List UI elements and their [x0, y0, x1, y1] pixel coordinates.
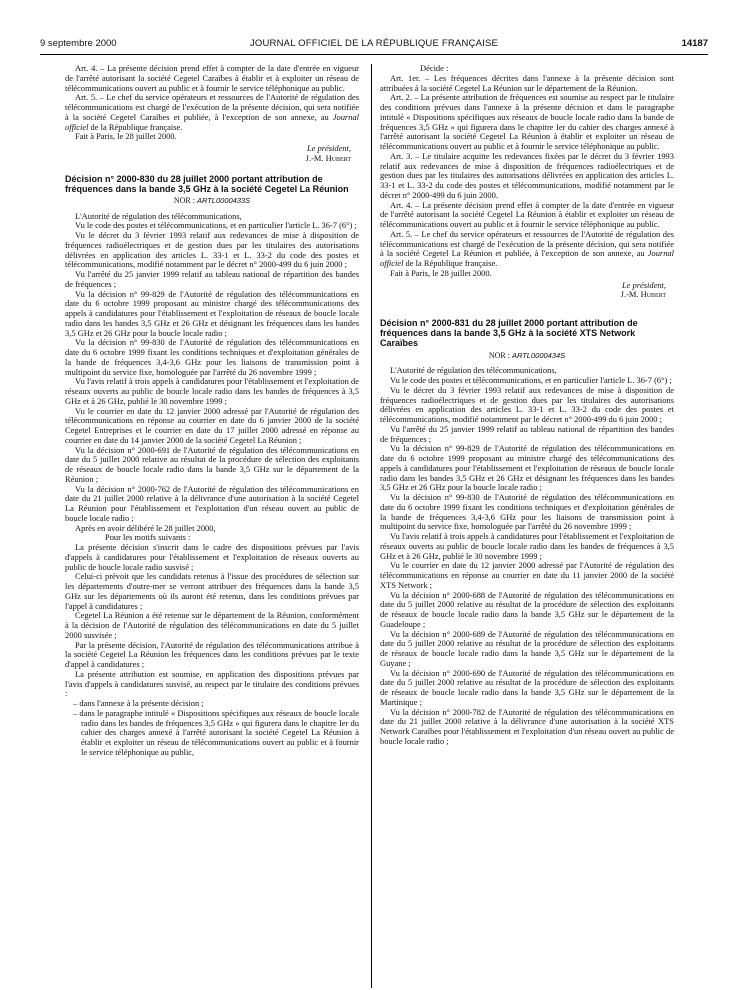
article-2-right: Art. 2. – La présente attribution de fréquences est soumise au respect par le titulaire des conditions prévues dans l'annexe à la présente décision et dans le paragraphe intitulé « Dispositions spécifiques aux réseaux de boucle locale radio dans la bande de fréquences 3,5 GHz » qui figurera dans le chapitre Ier du cahier des charges annexé à l'arrêté autorisant la société Cegetel La Réunion à établir et exploiter un réseau de télécommunications ouvert au public et à fournir le service téléphonique au public. [380, 92, 674, 151]
nor-reference-831: NOR : ARTL0000434S [488, 350, 566, 360]
article-4-left: Art. 4. – La présente décision prend effet à compter de la date d'entrée en vigueur de l'arrêté autorisant la société Cegetel Caraïbes à établir et à exploiter un réseau de télécommunications ouvert au public et à fournir le service téléphonique au public. [65, 63, 359, 93]
list-item: – dans le paragraphe intitulé « Dispositions spécifiques aux réseaux de boucle locale radio dans les bandes de fréquences 3,5 GHz » qui figurera dans le chapitre Ier du cahier des charges annexé à l'arrêté autorisant la société Cegetel La Réunion à établir et exploiter un réseau de télécommunications ouvert au public et à fournir le service téléphonique au public, [73, 707, 359, 757]
paragraph: Après en avoir délibéré le 28 juillet 2000, [75, 522, 216, 533]
decision-title-830: Décision n° 2000-830 du 28 juillet 2000 portant attribution de fréquences dans la bande 3,5 GHz à la société Cegetel La Réunion [65, 173, 349, 194]
paragraph: Vu le décret du 3 février 1993 relatif aux redevances de mise à disposition de fréquences radioélectriques et de gestion dues par les titulaires des autorisations délivrées en application des articles L. 33-1 et L. 33-2 du code des postes et télécommunications, modifié notamment par le décret n° 2000-499 du 6 juin 2000 ; [380, 384, 674, 425]
paragraph: Vu la décision n° 2000-688 de l'Autorité de régulation des télécommunications en date du 5 juillet 2000 relative au résultat de la procédure de sélection des exploitants de réseaux de boucle locale radio dans la bande 3,5 GHz sur le département de la Guadeloupe ; [380, 589, 674, 629]
paragraph: Vu l'avis relatif à trois appels à candidatures pour l'établissement et l'exploitation de réseaux ouverts au public de boucle locale radio dans les bandes de fréquences à 3,5 GHz et à 26 GHz, publié le 30 novembre 1999 ; [65, 376, 359, 406]
paragraph: Vu le courrier en date du 12 janvier 2000 adressé par l'Autorité de régulation des télécommunications en réponse au courrier en date du 6 janvier 2000 de la société Cegetel Entreprises et le courrier en date du 17 juillet 2000 adressé en réponse au courrier en date du 14 janvier 2000 de la société Cegetel La Réunion ; [65, 405, 359, 445]
left-column [65, 64, 359, 758]
article-4-right: Art. 4. – La présente décision prend effet à compter de la date d'entrée en vigueur de l'arrêté autorisant la société Cegetel La Réunion à établir et exploiter un réseau de télécommunications ouvert au public et à fournir le service téléphonique au public. [380, 199, 674, 229]
decide-heading: Décide : [420, 63, 449, 73]
signature-title-left: Le président, [306, 143, 351, 153]
paragraph: Vu l'avis relatif à trois appels à candidatures pour l'établissement et l'exploitation de réseaux ouverts au public de boucle locale radio dans les bandes de fréquences à 3,5 GHz et à 26 GHz, publié le 30 novembre 1999 ; [380, 531, 674, 561]
header-title: JOURNAL OFFICIEL DE LA RÉPUBLIQUE FRANÇAISE [249, 38, 499, 49]
paragraph: Vu la décision n° 2000-782 de l'Autorité de régulation des télécommunications en date du 21 juillet 2000 relative à la délivrance d'une autorisation à la société XTS Network Caraïbes pour l'établissement et l'exploitation d'un réseau ouvert au public de boucle locale radio ; [380, 706, 674, 746]
paragraph: Vu la décision n° 99-830 de l'Autorité de régulation des télécommunications en date du 6 octobre 1999 fixant les conditions techniques et d'exploitation générales de la bande de fréquences 3,4-3,6 GHz pour les liaisons de transmission point à multipoint du service fixe, homologuée par l'arrêté du 26 novembre 1999 ; [65, 337, 359, 377]
article-5-left: Art. 5. – Le chef du service opérateurs et ressources de l'Autorité de régulation des télécommunications est chargé de l'exécution de la présente décision, qui sera notifiée à la société Cegetel Caraïbes et publiée, à l'exception de son annexe, au Journal officiel de la République française. [65, 92, 359, 132]
signature-name-left: J.-M. Hubert [305, 152, 351, 163]
article-3-right: Art. 3. – Le titulaire acquitte les redevances fixées par le décret du 3 février 1993 relatif aux redevances de mise à disposition de fréquences radioélectriques et de gestion dues par les titulaires des autorisations délivrées en application des articles L. 33-1 et L. 33-2 du code des postes et télécommunications, modifié notamment par le décret n° 2000-499 du 6 juin 2000. [380, 150, 674, 200]
paragraph: Vu le courrier en date du 12 janvier 2000 adressé par l'Autorité de régulation des télécommunications en réponse au courrier en date du 11 janvier 2000 de la société XTS Network ; [380, 560, 674, 590]
paragraph: Par la présente décision, l'Autorité de régulation des télécommunications attribue à la société Cegetel La Réunion les fréquences dans les conditions prévues par le texte d'appel à candidatures ; [65, 639, 359, 670]
paragraph: La présente attribution est soumise, en application des dispositions prévues par l'avis d'appels à candidatures susvisé, au respect par le titulaire des conditions prévues : [65, 668, 359, 699]
paragraph: L'Autorité de régulation des télécommunications, [75, 210, 242, 221]
signature-name-right: J.-M. Hubert [620, 289, 666, 300]
paragraph: Vu la décision n° 99-829 de l'Autorité de régulation des télécommunications en date du 6 octobre 1999 proposant au ministre chargé des télécommunications des appels à candidatures pour l'établissement et l'exploitation de réseaux de boucle locale radio dans les bandes 3,5 GHz et 26 GHz et désignant les fréquences dans les bandes 3,5 GHz et 26 GHz pour la boucle locale radio ; [65, 288, 359, 338]
paragraph: Cegetel La Réunion a été retenue sur le département de la Réunion, conformément à la décision de l'Autorité de régulation des télécommunications en date du 5 juillet 2000 susvisée ; [65, 610, 359, 640]
paragraph: Vu l'arrêté du 25 janvier 1999 relatif au tableau national de répartition des bandes de fréquences ; [65, 269, 359, 289]
paragraph: Celui-ci prévoit que les candidats retenus à l'issue des procédures de sélection sur les départements d'outre-mer se verront attribuer des fréquences dans la bande 3,5 GHz sur les départements où ils auront été retenus, dans les conditions prévues par l'appel à candidatures ; [65, 571, 359, 611]
paragraph: Vu le code des postes et télécommunications, et en particulier l'article L. 36-7 (6°) ; [390, 375, 672, 386]
motifs-heading: Pour les motifs suivants : [105, 532, 191, 543]
paragraph: Vu la décision n° 2000-689 de l'Autorité de régulation des télécommunications en date du 5 juillet 2000 relative au résultat de la procédure de sélection des exploitants de réseaux de boucle locale radio dans la bande 3,5 GHz sur le département de la Guyane ; [380, 628, 674, 668]
paragraph: L'Autorité de régulation des télécommunications, [390, 365, 557, 376]
paragraph: Vu la décision n° 2000-762 de l'Autorité de régulation des télécommunications en date du 21 juillet 2000 relative à la délivrance d'une autorisation à la société Cegetel La Réunion pour l'établissement et l'exploitation d'un réseau ouvert au public de boucle locale radio ; [65, 483, 359, 523]
paragraph: Vu le code des postes et télécommunications, et en particulier l'article L. 36-7 (6°) ; [75, 220, 357, 231]
paragraph: Vu la décision n° 99-829 de l'Autorité de régulation des télécommunications en date du 6 octobre 1999 proposant au ministre chargé des télécommunications des appels à candidatures pour l'établissement et l'exploitation de réseaux de boucle locale radio dans les bandes 3,5 GHz et 26 GHz et désignant les fréquences dans les bandes 3,5 GHz et 26 GHz pour la boucle locale radio ; [380, 443, 674, 493]
list-item: – dans l'annexe à la présente décision ; [73, 698, 204, 709]
right-column [380, 64, 674, 747]
page-header [40, 38, 708, 52]
article-5-right: Art. 5. – Le chef du service opérateurs et ressources de l'Autorité de régulation des télécommunications est chargé de l'exécution de la présente décision, qui sera notifiée à la société Cegetel La Réunion et publiée, à l'exception de son annexe, au Journal officiel de la République française. [380, 228, 674, 268]
signature-place-right: Fait à Paris, le 28 juillet 2000. [390, 267, 492, 278]
header-date: 9 septembre 2000 [40, 38, 117, 49]
signature-place-left: Fait à Paris, le 28 juillet 2000. [75, 131, 177, 142]
paragraph: Vu le décret du 3 février 1993 relatif aux redevances de mise à disposition de fréquences radioélectriques et de gestion dues par les titulaires des autorisations délivrées en application des articles L. 33-1 et L. 33-2 du code des postes et télécommunications, modifié notamment par le décret n° 2000-499 du 6 juin 2000 ; [65, 230, 359, 270]
header-rule [40, 54, 708, 55]
column-separator [371, 64, 372, 988]
paragraph: Vu la décision n° 99-830 de l'Autorité de régulation des télécommunications en date du 6 octobre 1999 fixant les conditions techniques et d'exploitation générales de la bande de fréquences 3,4-3,6 GHz pour les liaisons de transmission point à multipoint du service fixe, homologuée par l'arrêté du 26 novembre 1999 ; [380, 492, 674, 532]
decision-title-831: Décision n° 2000-831 du 28 juillet 2000 portant attribution de fréquences dans la bande 3,5 GHz à la société XTS Network Caraïbes [380, 318, 638, 349]
signature-title-right: Le président, [621, 279, 666, 290]
nor-reference-830: NOR : ARTL0000433S [173, 195, 251, 205]
paragraph: Vu la décision n° 2000-691 de l'Autorité de régulation des télécommunications en date du 5 juillet 2000 relative au résultat de la procédure de sélection des exploitants de réseaux de boucle locale radio dans la bande 3,5 GHz sur le département de la Réunion ; [65, 444, 359, 484]
paragraph: Vu la décision n° 2000-690 de l'Autorité de régulation des télécommunications en date du 5 juillet 2000 relative au résultat de la procédure de sélection des exploitants de réseaux de boucle locale radio dans la bande 3,5 GHz sur le département de la Martinique ; [380, 667, 674, 707]
paragraph: La présente décision s'inscrit dans le cadre des dispositions prévues par l'avis d'appels à candidatures pour l'établissement et l'exploitation de réseaux ouverts au public de boucle locale radio susvisé ; [65, 542, 359, 572]
paragraph: Vu l'arrêté du 25 janvier 1999 relatif au tableau national de répartition des bandes de fréquences ; [380, 423, 674, 444]
header-page-number: 14187 [681, 38, 708, 49]
article-1-right: Art. 1er. – Les fréquences décrites dans l'annexe à la présente décision sont attribuées à la société Cegetel La Réunion sur le département de la Réunion. [380, 72, 674, 93]
